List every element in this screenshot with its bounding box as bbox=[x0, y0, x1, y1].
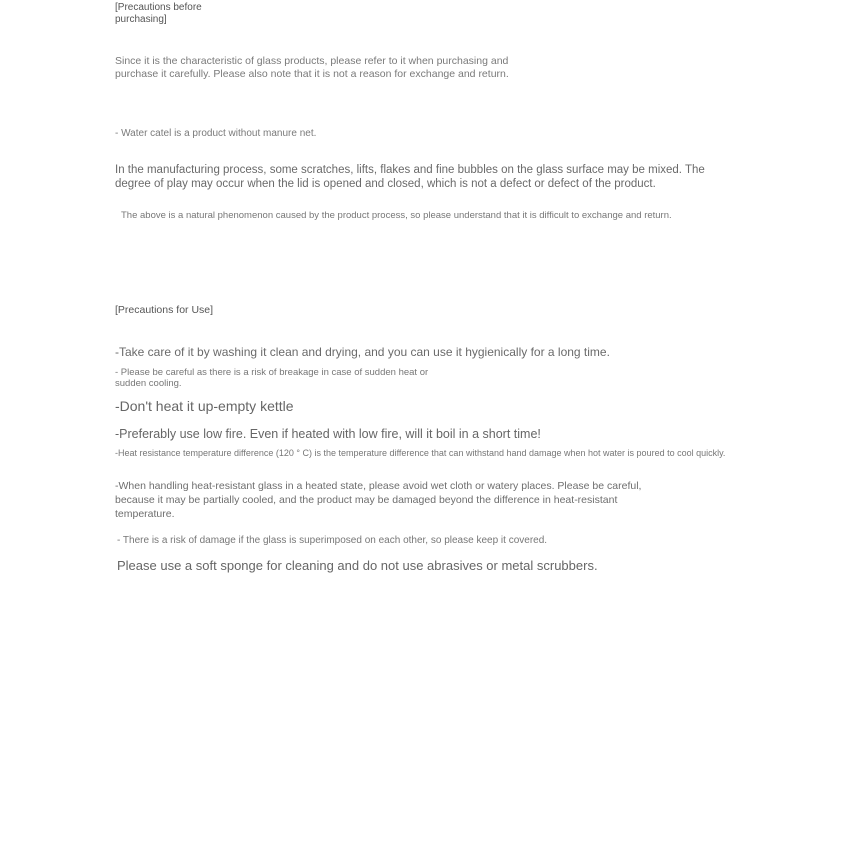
natural-phenomenon-note: The above is a natural phenomenon caused by the product process, so please understand that it is difficult to exchange and return. bbox=[121, 210, 672, 221]
use-item-sudden-heat: - Please be careful as there is a risk of breakage in case of sudden heat or sudden cooling. bbox=[115, 367, 429, 389]
use-precautions-heading: [Precautions for Use] bbox=[115, 304, 214, 316]
water-catel-note: - Water catel is a product without manure net. bbox=[115, 128, 317, 139]
use-item-empty-kettle: -Don't heat it up-empty kettle bbox=[115, 398, 294, 414]
use-item-wet-cloth: -When handling heat-resistant glass in a heated state, please avoid wet cloth or watery places. Please be careful, because it may be partially cooled, and the product may be damaged beyond the difference in heat-resistant temperature. bbox=[115, 480, 642, 520]
purchase-precautions-heading: [Precautions before purchasing] bbox=[115, 2, 202, 25]
glass-characteristic-note: Since it is the characteristic of glass products, please refer to it when purchasing and purchase it carefully. Please also note that it is not a reason for exchange and return. bbox=[115, 55, 509, 80]
use-item-low-fire: -Preferably use low fire. Even if heated with low fire, will it boil in a short time! bbox=[115, 427, 541, 441]
use-item-washing: -Take care of it by washing it clean and drying, and you can use it hygienically for a long time. bbox=[115, 345, 610, 359]
use-item-superimposed: - There is a risk of damage if the glass is superimposed on each other, so please keep it covered. bbox=[117, 535, 548, 546]
manufacturing-note: In the manufacturing process, some scratches, lifts, flakes and fine bubbles on the glass surface may be mixed. The degree of play may occur when the lid is opened and closed, which is not a defect or defect of the product. bbox=[115, 164, 705, 190]
use-item-soft-sponge: Please use a soft sponge for cleaning and do not use abrasives or metal scrubbers. bbox=[117, 558, 598, 573]
use-item-temperature-difference: -Heat resistance temperature difference (120 ° C) is the temperature difference that can withstand hand damage when hot water is poured to cool quickly. bbox=[115, 448, 726, 458]
